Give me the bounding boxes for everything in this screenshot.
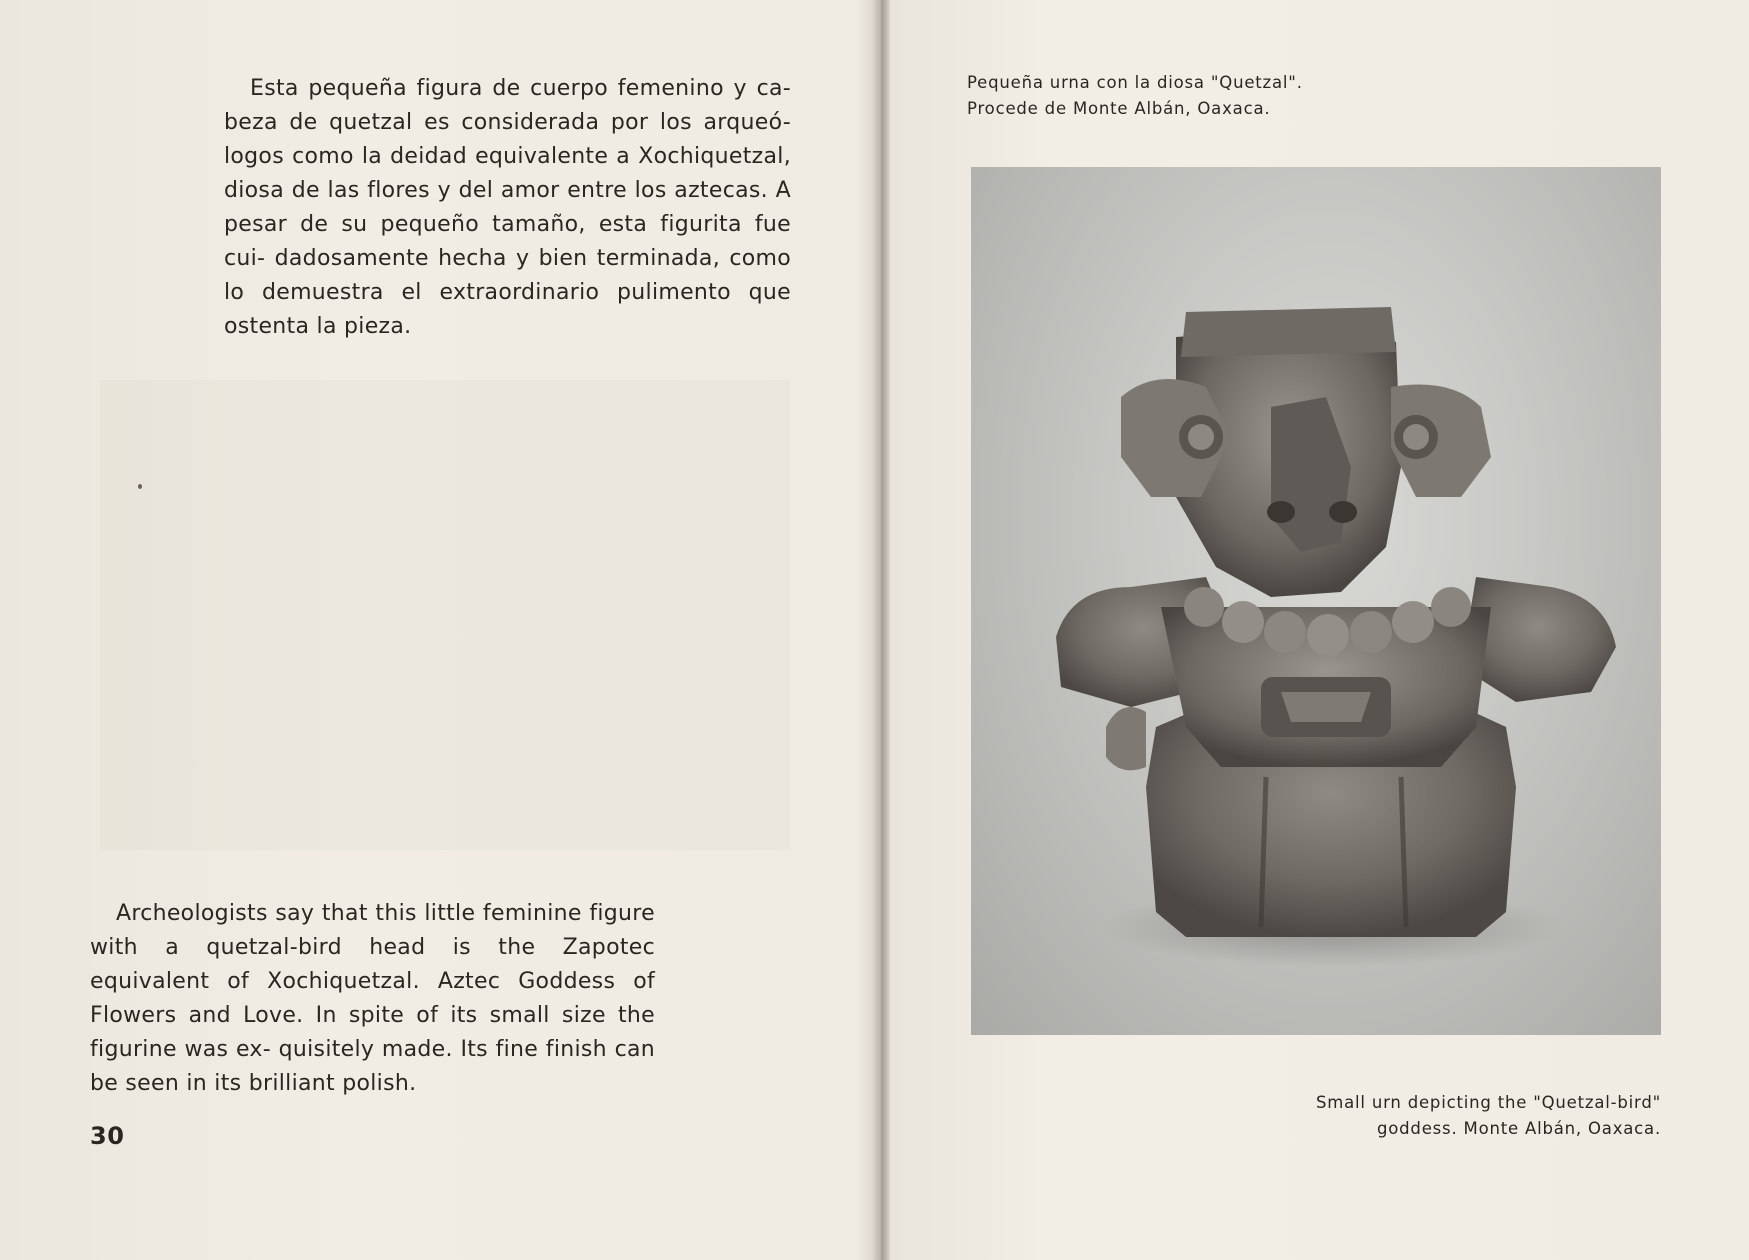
spanish-line: beza de quetzal es considerada por los arqueó- bbox=[224, 110, 791, 135]
spanish-line: pesar de su pequeño tamaño, esta figurita fue cui- bbox=[224, 212, 791, 271]
english-line: brilliant polish. bbox=[248, 1071, 417, 1096]
quetzal-urn-image bbox=[971, 167, 1661, 1035]
spanish-line: diosa de las flores y del amor entre los aztecas. A bbox=[224, 178, 791, 203]
paper-show-through bbox=[100, 380, 790, 850]
english-line: quisitely made. Its fine finish can be seen in its bbox=[90, 1037, 655, 1096]
urn-photograph bbox=[971, 167, 1661, 1035]
english-line: Love. In spite of its small size the figurine was ex- bbox=[90, 1003, 655, 1062]
english-caption bbox=[1316, 1090, 1661, 1142]
english-caption-line: Small urn depicting the "Quetzal-bird" bbox=[1315, 1093, 1661, 1112]
spanish-caption-line: Procede de Monte Albán, Oaxaca. bbox=[967, 99, 1271, 118]
paper-speck bbox=[138, 484, 142, 489]
spanish-line: demuestra el extraordinario pulimento que ostenta bbox=[224, 280, 791, 339]
spanish-caption bbox=[967, 70, 1303, 122]
spanish-caption-line: Pequeña urna con la diosa "Quetzal". bbox=[967, 73, 1303, 92]
english-paragraph bbox=[90, 897, 655, 1101]
spanish-line: Esta pequeña figura de cuerpo femenino y ca- bbox=[250, 76, 791, 101]
english-line: with a quetzal-bird head is the Zapotec equivalent bbox=[90, 935, 655, 994]
right-page bbox=[884, 0, 1749, 1260]
spanish-line: la pieza. bbox=[316, 314, 412, 339]
english-line: Archeologists say that this little feminine figure bbox=[116, 901, 655, 926]
spanish-line: dadosamente hecha y bien terminada, como lo bbox=[224, 246, 791, 305]
spanish-paragraph bbox=[224, 72, 791, 344]
english-caption-line: goddess. Monte Albán, Oaxaca. bbox=[1376, 1119, 1661, 1138]
spanish-line: logos como la deidad equivalente a Xochiquetzal, bbox=[224, 144, 791, 169]
page-number: 30 bbox=[90, 1122, 125, 1150]
english-line: of Xochiquetzal. Aztec Goddess of Flowers and bbox=[90, 969, 656, 1028]
